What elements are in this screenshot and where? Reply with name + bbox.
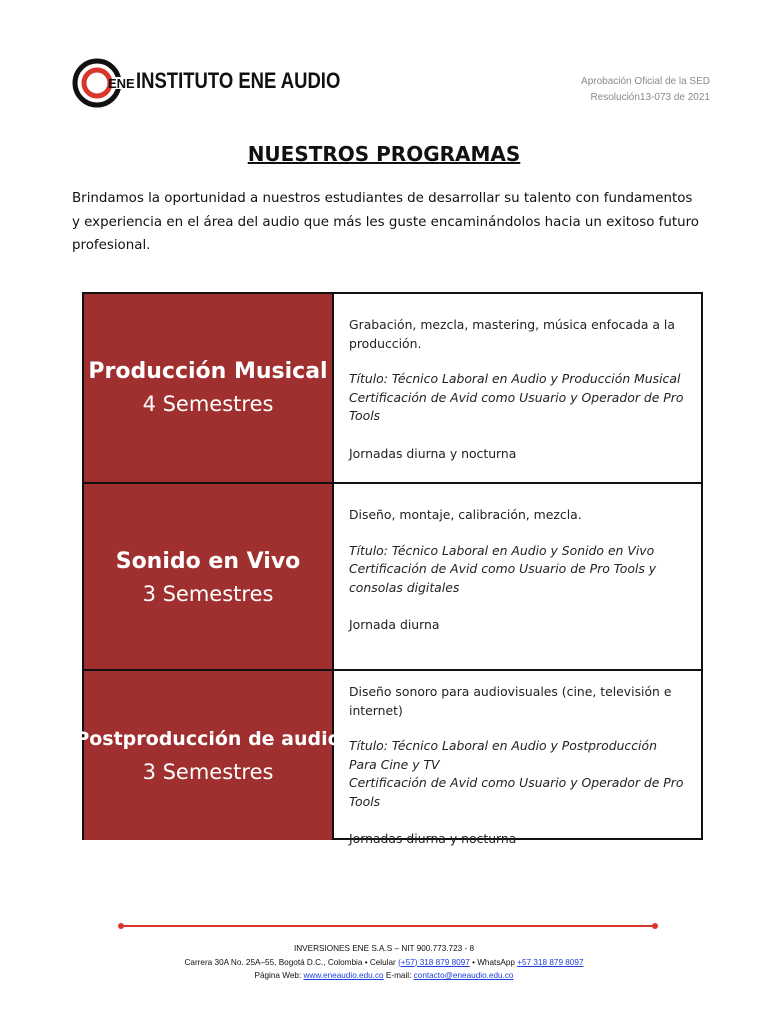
program-duration: 3 Semestres <box>142 759 274 784</box>
program-certification: Certificación de Avid como Usuario y Operador de Pro Tools <box>349 389 684 423</box>
program-header <box>75 671 341 840</box>
program-details <box>334 484 701 671</box>
footer-email-link[interactable]: contacto@eneaudio.edu.co <box>413 971 514 980</box>
program-details <box>334 671 701 846</box>
institute-logo <box>72 57 341 109</box>
program-name: Postproducción de audio <box>75 727 341 750</box>
approval-line-2: Resolución13-073 de 2021 <box>590 92 710 103</box>
footer-web-link[interactable]: www.eneaudio.edu.co <box>303 971 384 980</box>
program-schedule: Jornadas diurna y nocturna <box>349 831 517 846</box>
program-description: Diseño, montaje, calibración, mezcla. <box>349 507 582 522</box>
footer-whatsapp-label: • WhatsApp <box>472 957 515 967</box>
logo-letters: ENE <box>108 76 135 91</box>
program-degree: Título: Técnico Laboral en Audio y Postproducción Para Cine y TV <box>349 738 657 772</box>
program-schedule: Jornada diurna <box>349 617 440 632</box>
program-degree: Título: Técnico Laboral en Audio y Sonido en Vivo <box>349 542 655 558</box>
programs-table <box>75 292 703 846</box>
program-description: Grabación, mezcla, mastering, música enfocada a la producción. <box>349 317 675 351</box>
program-row <box>84 294 701 482</box>
program-duration: 3 Semestres <box>142 581 274 606</box>
footer-whatsapp-link[interactable]: +57 318 879 8097 <box>517 957 584 967</box>
footer-cell-link[interactable]: (+57) 318 879 8097 <box>398 957 470 967</box>
institute-name: INSTITUTO ENE AUDIO <box>136 68 341 93</box>
footer <box>0 942 768 983</box>
program-description: Diseño sonoro para audiovisuales (cine, televisión e internet) <box>349 684 672 718</box>
program-degree: Título: Técnico Laboral en Audio y Producción Musical <box>349 371 681 386</box>
footer-web-label: Página Web: <box>254 971 302 980</box>
program-header <box>84 484 334 671</box>
program-certification: Certificación de Avid como Usuario y Operador de Pro Tools <box>349 775 684 809</box>
program-header <box>84 294 334 482</box>
approval-line-1: Aprobación Oficial de la SED <box>581 76 710 87</box>
approval-info <box>581 74 710 106</box>
footer-address: Carrera 30A No. 25A–55, Bogotá D.C., Colombia • Celular <box>184 957 396 967</box>
divider-dot-right <box>652 923 658 929</box>
program-schedule: Jornadas diurna y nocturna <box>349 445 517 461</box>
program-name: Sonido en Vivo <box>115 548 301 574</box>
program-name: Producción Musical <box>88 359 328 384</box>
divider-dot-left <box>118 923 124 929</box>
program-row <box>75 669 701 846</box>
intro-paragraph: Brindamos la oportunidad a nuestros estudiantes de desarrollar su talento con fundamentos y experiencia en el área del audio que más les guste encaminándolos hacia un exitoso futuro profesional. <box>72 191 699 253</box>
program-duration: 4 Semestres <box>142 392 274 416</box>
program-details <box>334 294 701 482</box>
ene-logo-icon <box>72 57 135 109</box>
footer-web-line <box>0 969 768 983</box>
footer-company: INVERSIONES ENE S.A.S – NIT 900.773.723 - 8 <box>293 944 475 953</box>
program-row <box>84 482 701 671</box>
page-title: NUESTROS PROGRAMAS <box>247 142 521 166</box>
footer-email-label: E-mail: <box>385 971 412 980</box>
program-certification: Certificación de Avid como Usuario de Pro Tools y consolas digitales <box>349 561 657 595</box>
footer-contact-line <box>0 956 768 970</box>
footer-divider <box>120 925 656 927</box>
